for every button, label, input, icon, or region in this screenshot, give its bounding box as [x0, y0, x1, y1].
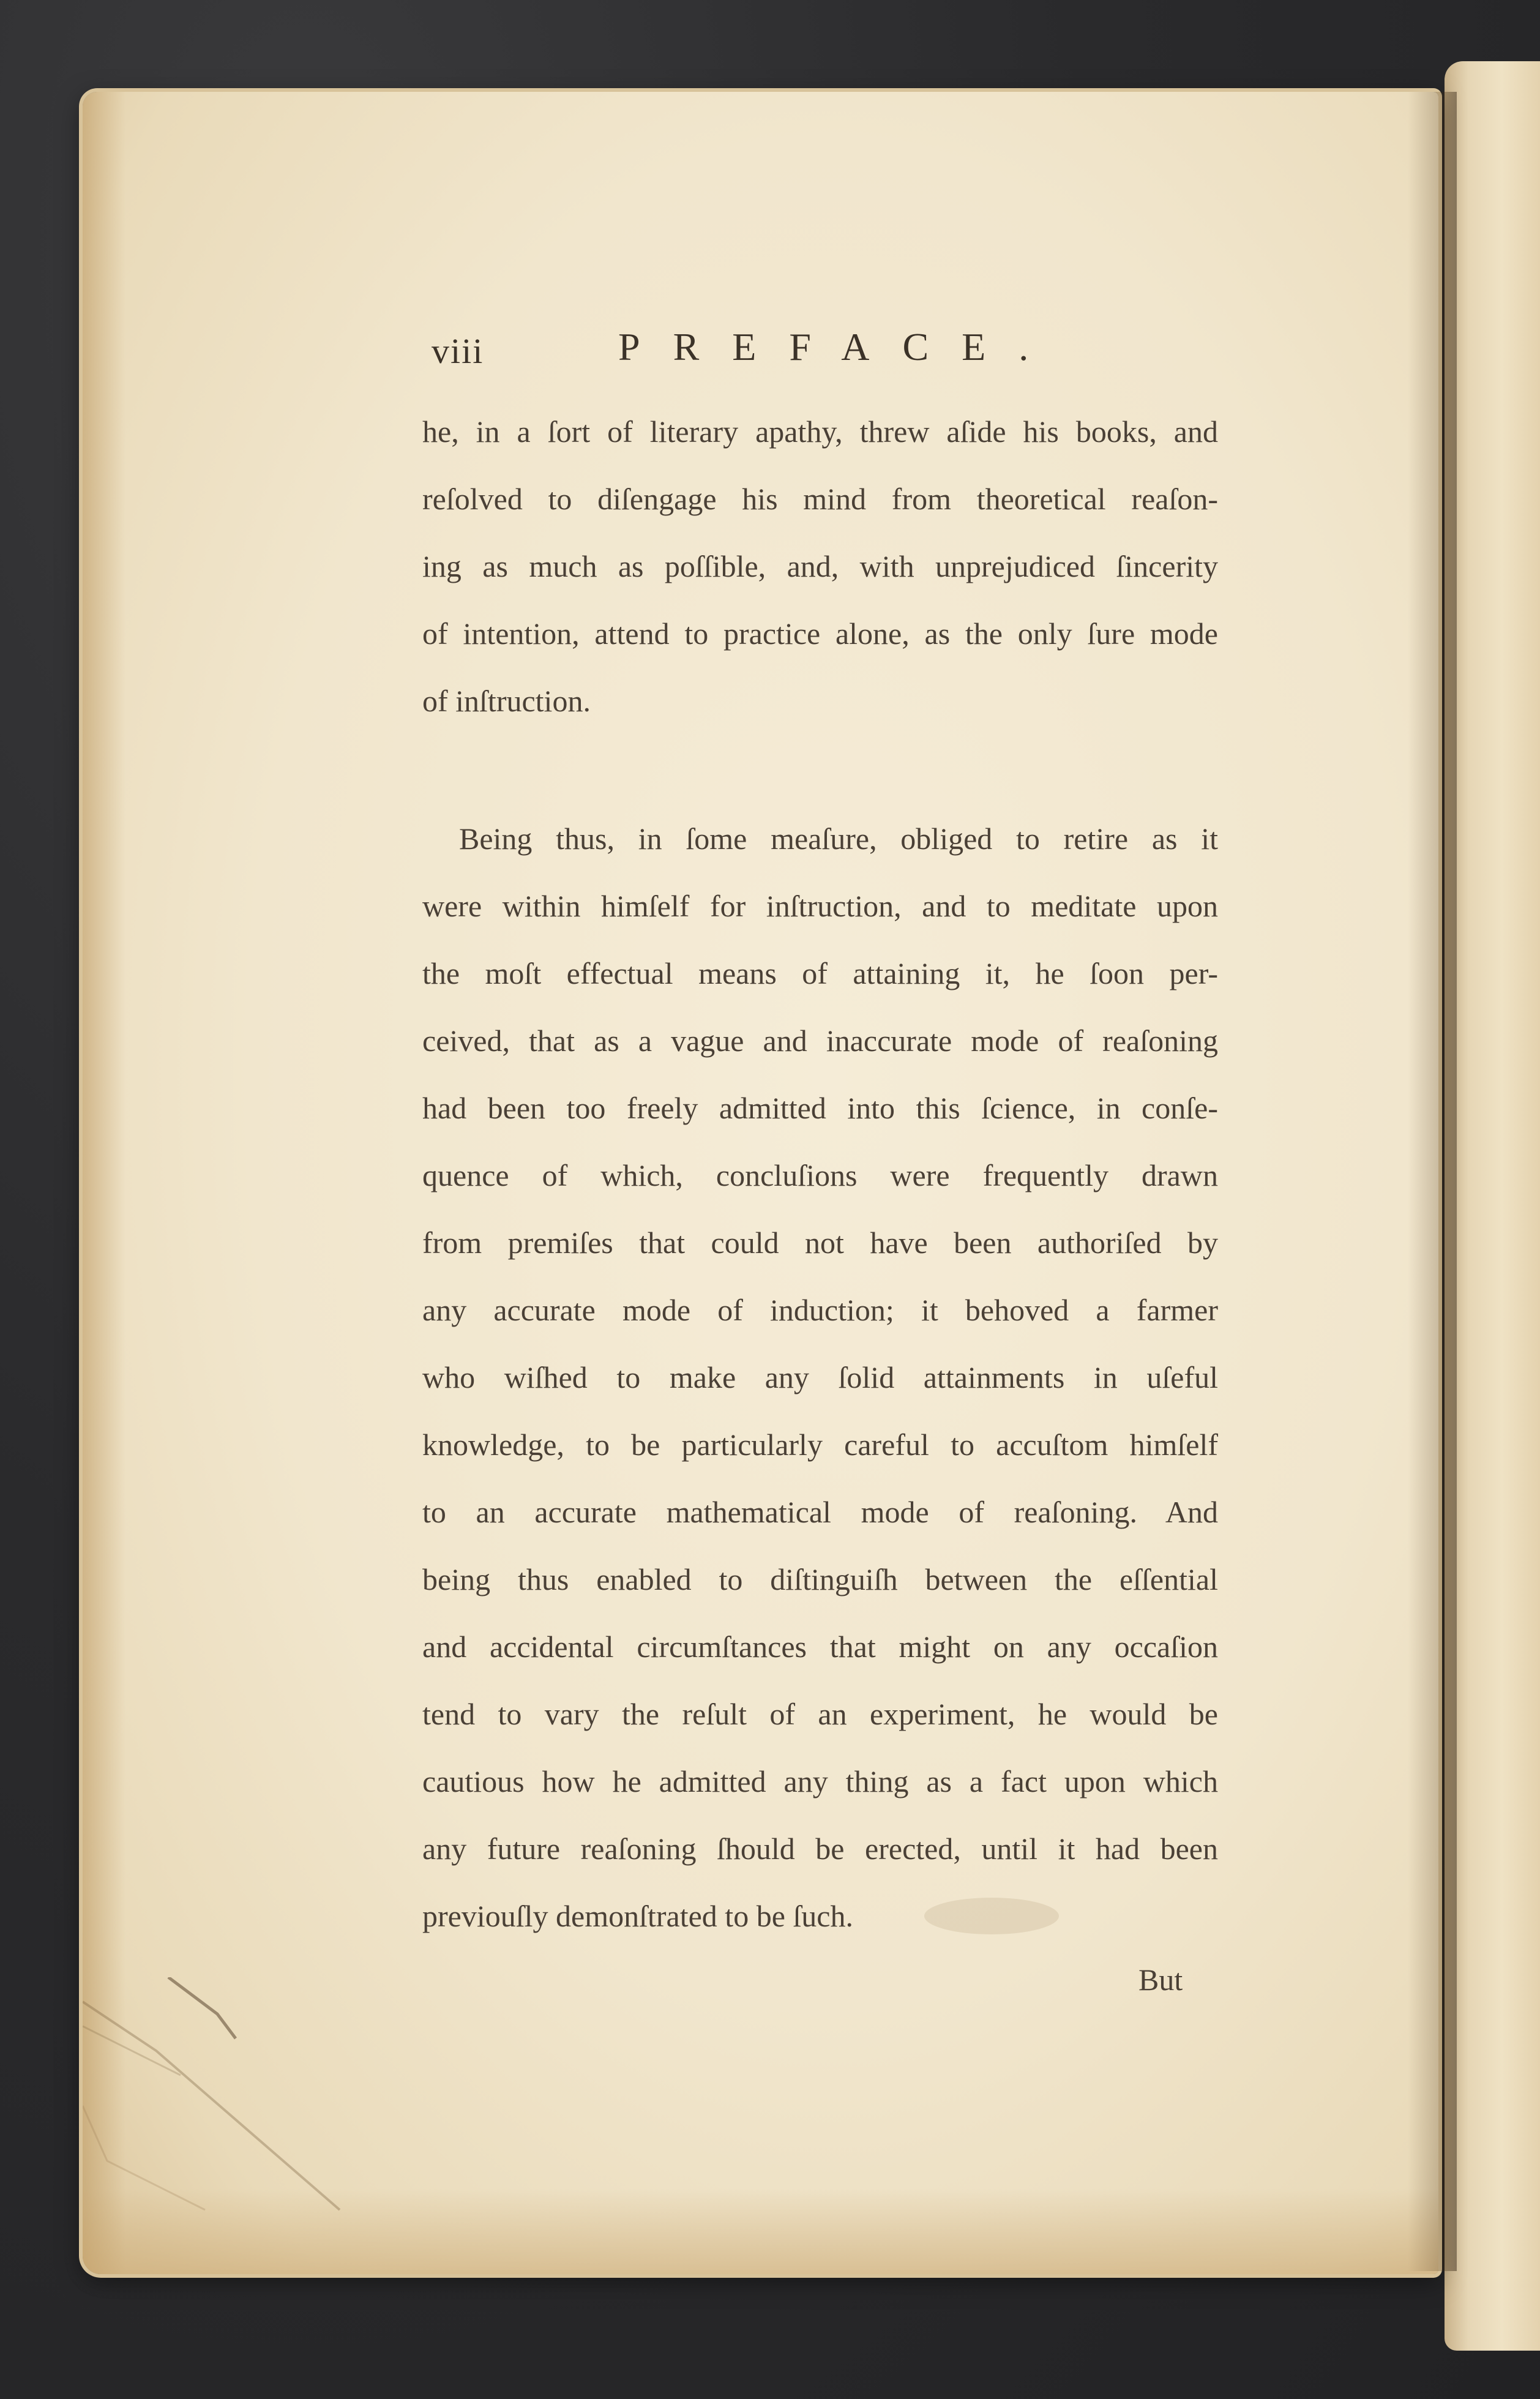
- text-line: reſolved to diſengage his mind from theoretical reaſon-: [422, 482, 1218, 516]
- text-line: of inſtruction.: [422, 684, 591, 718]
- text-line: had been too freely admitted into this ſcience, in conſe-: [422, 1091, 1218, 1125]
- text-line: from premiſes that could not have been authoriſed by: [422, 1226, 1218, 1260]
- text-line: and accidental circumſtances that might on any occaſion: [422, 1630, 1218, 1664]
- text-line: the moſt effectual means of attaining it, he ſoon per-: [422, 956, 1218, 990]
- page-number: viii: [432, 331, 484, 371]
- page-header: [0, 324, 1540, 380]
- text-line: were within himſelf for inſtruction, and to meditate upon: [422, 889, 1218, 923]
- text-line: any accurate mode of induction; it behoved a farmer: [422, 1293, 1218, 1327]
- adjacent-page-edge: [1445, 61, 1540, 2351]
- text-line: tend to vary the reſult of an experiment, he would be: [422, 1697, 1218, 1731]
- corner-crease: [83, 1977, 364, 2234]
- text-line: any future reaſoning ſhould be erected, until it had been: [422, 1832, 1218, 1866]
- text-line: quence of which, concluſions were frequently drawn: [422, 1158, 1218, 1192]
- text-line: of intention, attend to practice alone, as the only ſure mode: [422, 616, 1218, 651]
- text-line: who wiſhed to make any ſolid attainments in uſeful: [422, 1360, 1218, 1394]
- catchword: But: [1138, 1963, 1183, 1997]
- text-line: knowledge, to be particularly careful to accuſtom himſelf: [422, 1428, 1218, 1462]
- text-line: previouſly demonſtrated to be ſuch.: [422, 1899, 853, 1933]
- text-line: ing as much as poſſible, and, with unprejudiced ſincerity: [422, 549, 1218, 583]
- text-line: Being thus, in ſome meaſure, obliged to retire as it: [459, 821, 1218, 856]
- text-line: being thus enabled to diſtinguiſh between the eſſential: [422, 1562, 1218, 1596]
- running-title: PREFACE.: [618, 325, 1062, 369]
- gutter-shadow: [1408, 92, 1457, 2271]
- text-line: he, in a ſort of literary apathy, threw aſide his books, and: [422, 414, 1218, 449]
- text-line: ceived, that as a vague and inaccurate mode of reaſoning: [422, 1024, 1218, 1058]
- text-line: cautious how he admitted any thing as a fact upon which: [422, 1764, 1218, 1798]
- text-line: to an accurate mathematical mode of reaſoning. And: [422, 1495, 1218, 1529]
